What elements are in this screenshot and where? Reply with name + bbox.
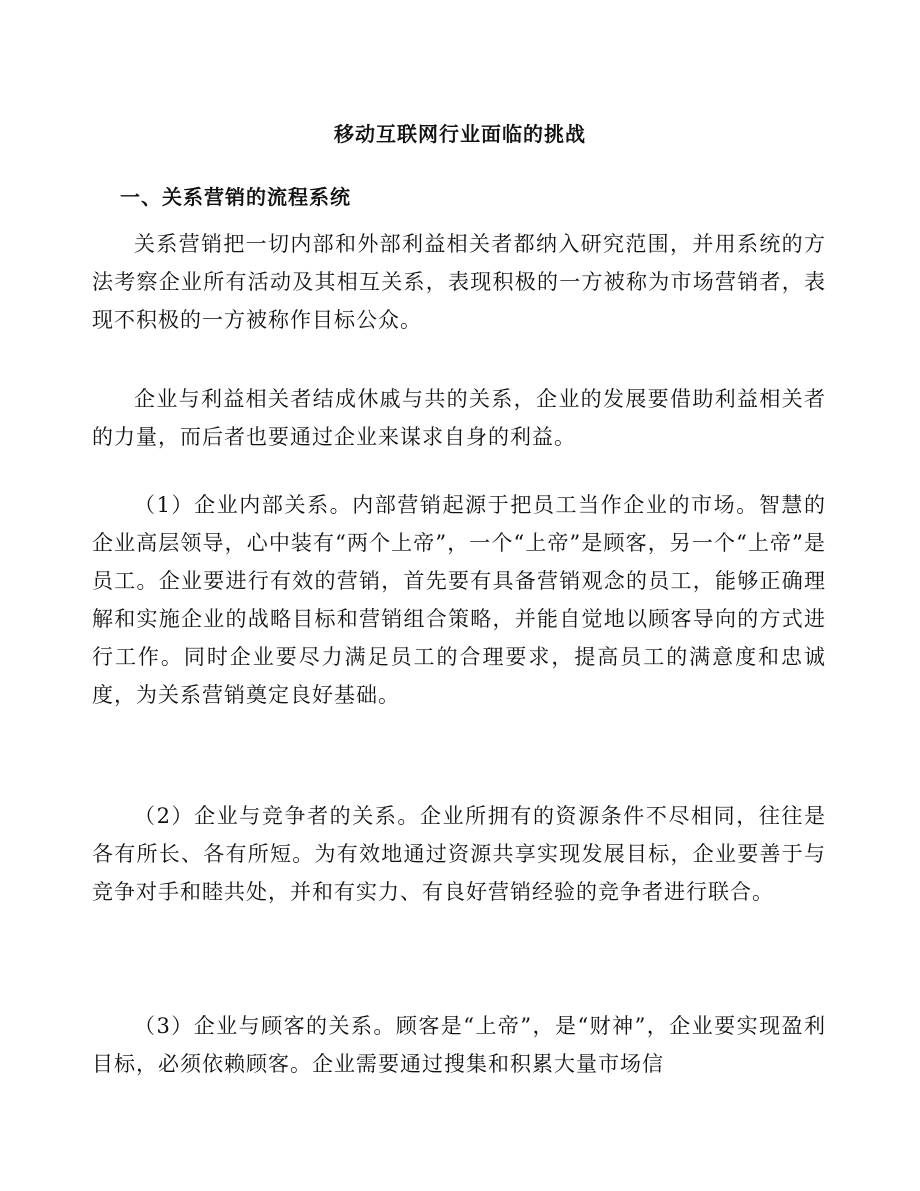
- paragraph-1: 关系营销把一切内部和外部利益相关者都纳入研究范围，并用系统的方法考察企业所有活动及其相互关系，表现积极的一方被称为市场营销者，表现不积极的一方被称作目标公众。: [92, 232, 826, 332]
- paragraph-3: （1）企业内部关系。内部营销起源于把员工当作企业的市场。智慧的企业高层领导，心中装有“两个上帝”，一个“上帝”是顾客，另一个“上帝”是员工。企业要进行有效的营销，首先要有具备营销观念的员工，能够正确理解和实施企业的战略目标和营销组合策略，并能自觉地以顾客导向的方式进行工作。同时企业要尽力满足员工的合理要求，提高员工的满意度和忠诚度，为关系营销奠定良好基础。: [92, 493, 826, 707]
- document-title: 移动互联网行业面临的挑战: [334, 122, 586, 146]
- section-heading: 一、关系营销的流程系统: [120, 185, 351, 209]
- paragraph-5: （3）企业与顾客的关系。顾客是“上帝”，是“财神”，企业要实现盈利目标，必须依赖顾客。企业需要通过搜集和积累大量市场信: [92, 1014, 826, 1076]
- paragraph-2: 企业与利益相关者结成休戚与共的关系，企业的发展要借助利益相关者的力量，而后者也要通过企业来谋求自身的利益。: [92, 387, 826, 449]
- paragraph-4: （2）企业与竞争者的关系。企业所拥有的资源条件不尽相同，往往是各有所长、各有所短。为有效地通过资源共享实现发展目标，企业要善于与竞争对手和睦共处，并和有实力、有良好营销经验的竞争者进行联合。: [92, 804, 826, 904]
